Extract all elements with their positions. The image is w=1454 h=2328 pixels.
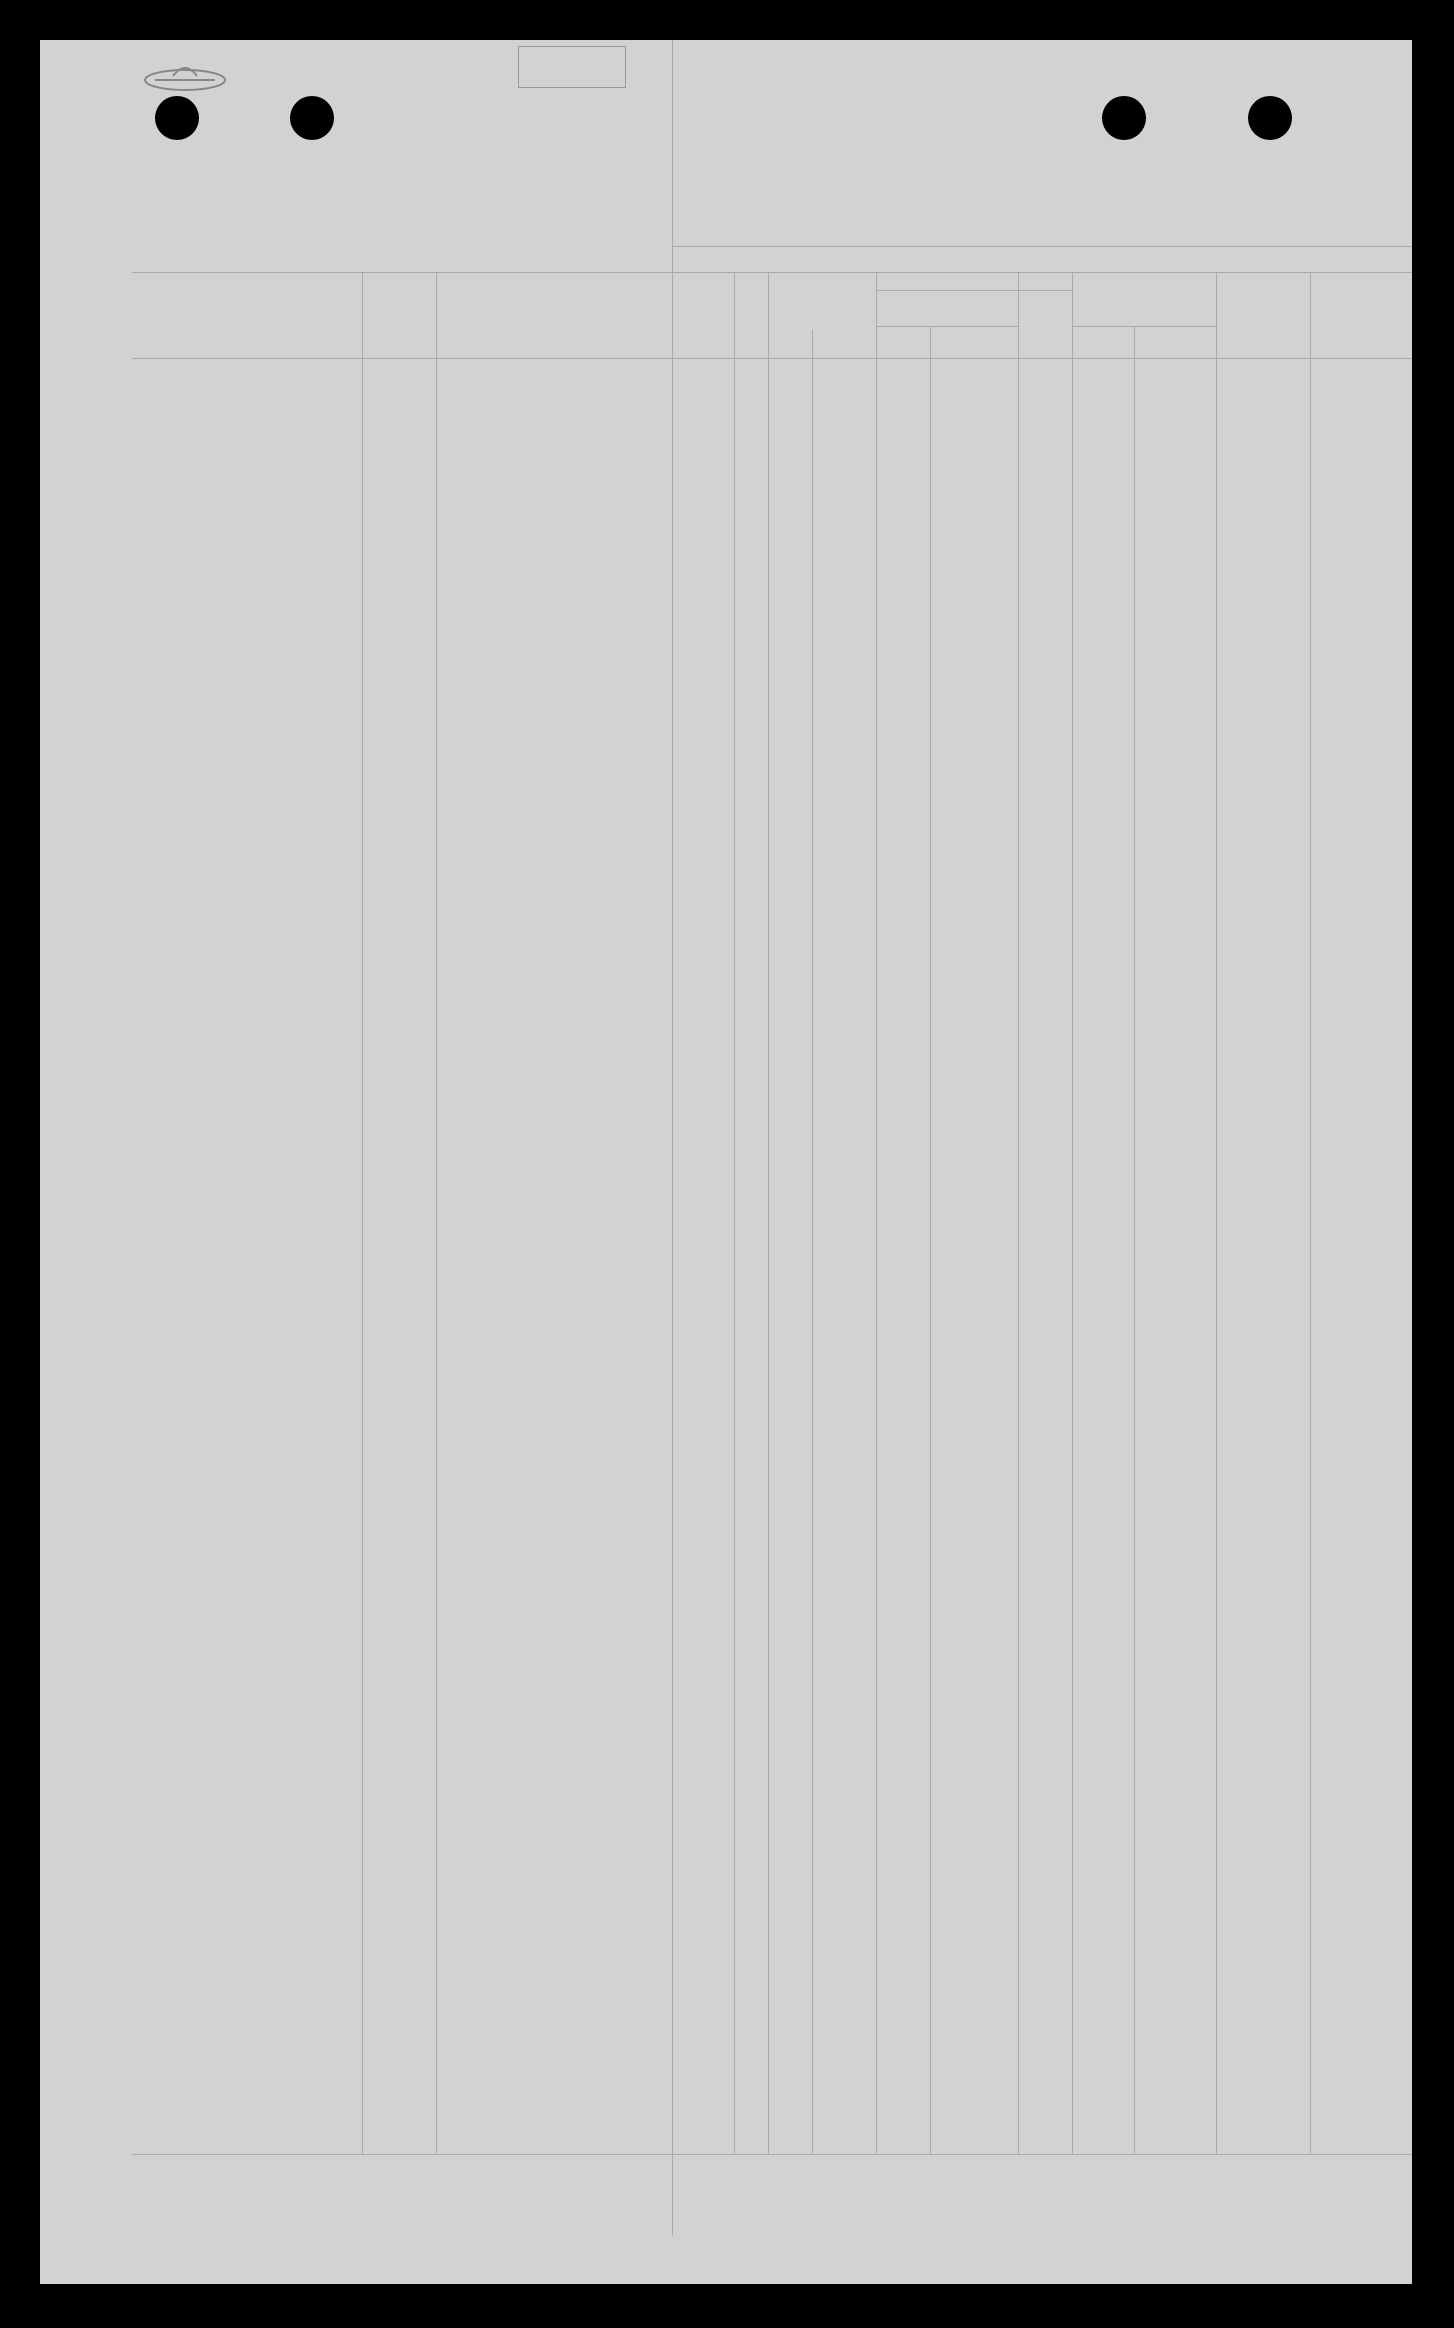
grid-line [1072,272,1073,2154]
grid-line [876,326,1018,327]
grid-line [734,272,735,2154]
table-top-line [132,272,1412,273]
header-bottom-line [132,358,1412,359]
punch-hole [290,96,334,140]
grid-line [1072,326,1216,327]
manifest-sheet [40,40,1412,2284]
klm-logo-icon [135,58,235,98]
grid-line [436,272,437,2154]
grid-line [930,326,931,2154]
grid-line [362,272,363,2154]
punch-hole [155,96,199,140]
grid-line [672,246,673,2236]
annex-box [518,46,626,88]
grid-line [876,272,877,2154]
grid-line [768,272,769,2154]
grid-line [812,330,813,2154]
grid-line [1216,272,1217,2154]
grid-line [1310,272,1311,2154]
master-copy-instructions [672,40,1412,247]
table-bottom-line [132,2154,1412,2155]
grid-line [1018,272,1019,2154]
grid-line [1134,326,1135,2154]
grid-line [876,290,1072,291]
